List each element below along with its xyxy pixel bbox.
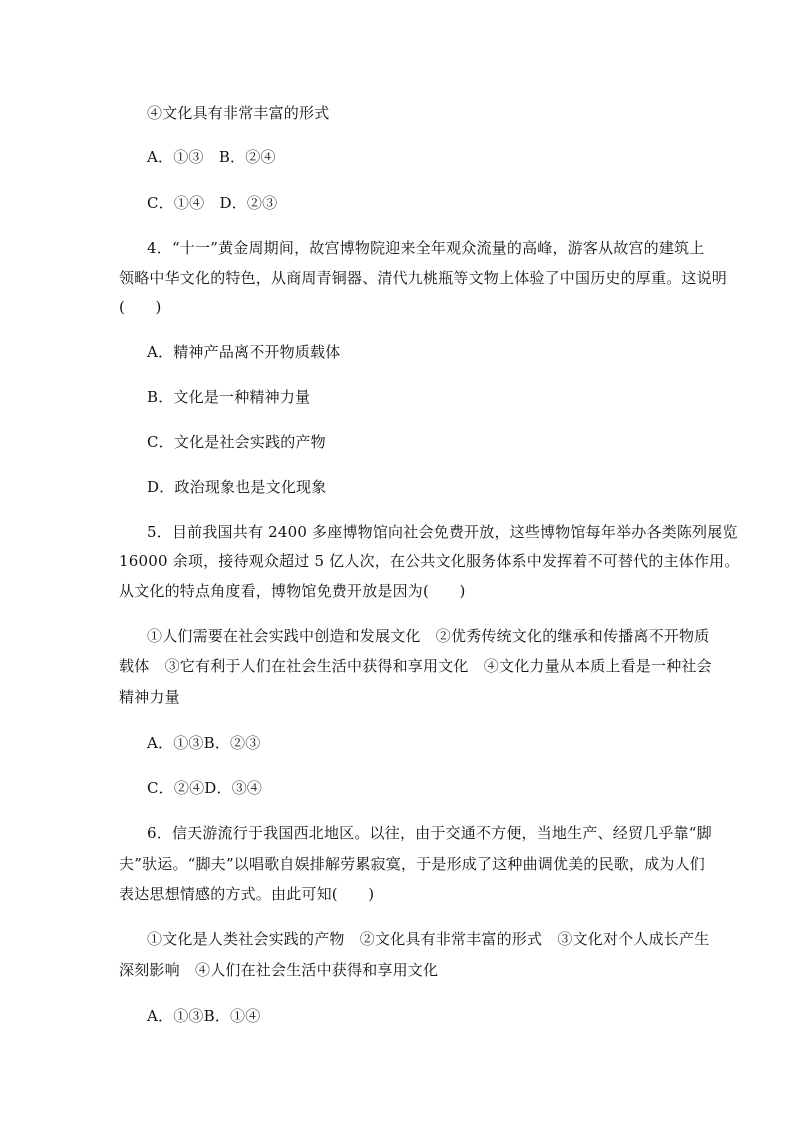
question-6-statements: ①文化是人类社会实践的产物 ②文化具有非常丰富的形式 ③文化对个人成长产生 <box>147 930 710 948</box>
option-line: ④文化具有非常丰富的形式 <box>147 104 330 122</box>
question-6-stem: 表达思想情感的方式。由此可知( ) <box>119 885 375 903</box>
question-5-choices: A．①③B．②③ <box>147 734 261 752</box>
question-4-stem: 4．“十一”黄金周期间，故宫博物院迎来全年观众流量的高峰，游客从故宫的建筑上 <box>147 239 705 257</box>
question-5-stem: 5．目前我国共有 2400 多座博物馆向社会免费开放，这些博物馆每年举办各类陈列展览 <box>147 523 738 541</box>
question-4-option-a: A．精神产品离不开物质载体 <box>147 343 341 361</box>
question-4-option-c: C．文化是社会实践的产物 <box>147 433 326 451</box>
question-4-option-b: B．文化是一种精神力量 <box>147 388 311 406</box>
question-5-statements: 精神力量 <box>119 688 180 706</box>
answer-choices: A．①③ B．②④ <box>147 148 276 166</box>
question-5-stem: 从文化的特点角度看，博物馆免费开放是因为( ) <box>119 582 466 600</box>
question-4-blank: ( ) <box>119 298 162 316</box>
question-6-stem: 夫”驮运。“脚夫”以唱歌自娱排解劳累寂寞，于是形成了这种曲调优美的民歌，成为人们 <box>119 855 706 873</box>
question-6-choices: A．①③B．①④ <box>147 1007 261 1025</box>
question-5-stem: 16000 余项，接待观众超过 5 亿人次，在公共文化服务体系中发挥着不可替代的主体作用。 <box>119 552 740 570</box>
question-5-choices: C．②④D．③④ <box>147 779 263 797</box>
answer-choices: C．①④ D．②③ <box>147 194 278 212</box>
question-5-statements: 载体 ③它有利于人们在社会生活中获得和享用文化 ④文化力量从本质上看是一种社会 <box>119 657 712 675</box>
question-6-statements: 深刻影响 ④人们在社会生活中获得和享用文化 <box>119 961 439 979</box>
question-5-statements: ①人们需要在社会实践中创造和发展文化 ②优秀传统文化的继承和传播离不开物质 <box>147 627 710 645</box>
question-4-stem: 领略中华文化的特色，从商周青铜器、清代九桃瓶等文物上体验了中国历史的厚重。这说明 <box>119 269 728 287</box>
question-4-option-d: D．政治现象也是文化现象 <box>147 478 327 496</box>
question-6-stem: 6．信天游流行于我国西北地区。以往，由于交通不方便，当地生产、经贸几乎靠“脚 <box>147 824 712 842</box>
